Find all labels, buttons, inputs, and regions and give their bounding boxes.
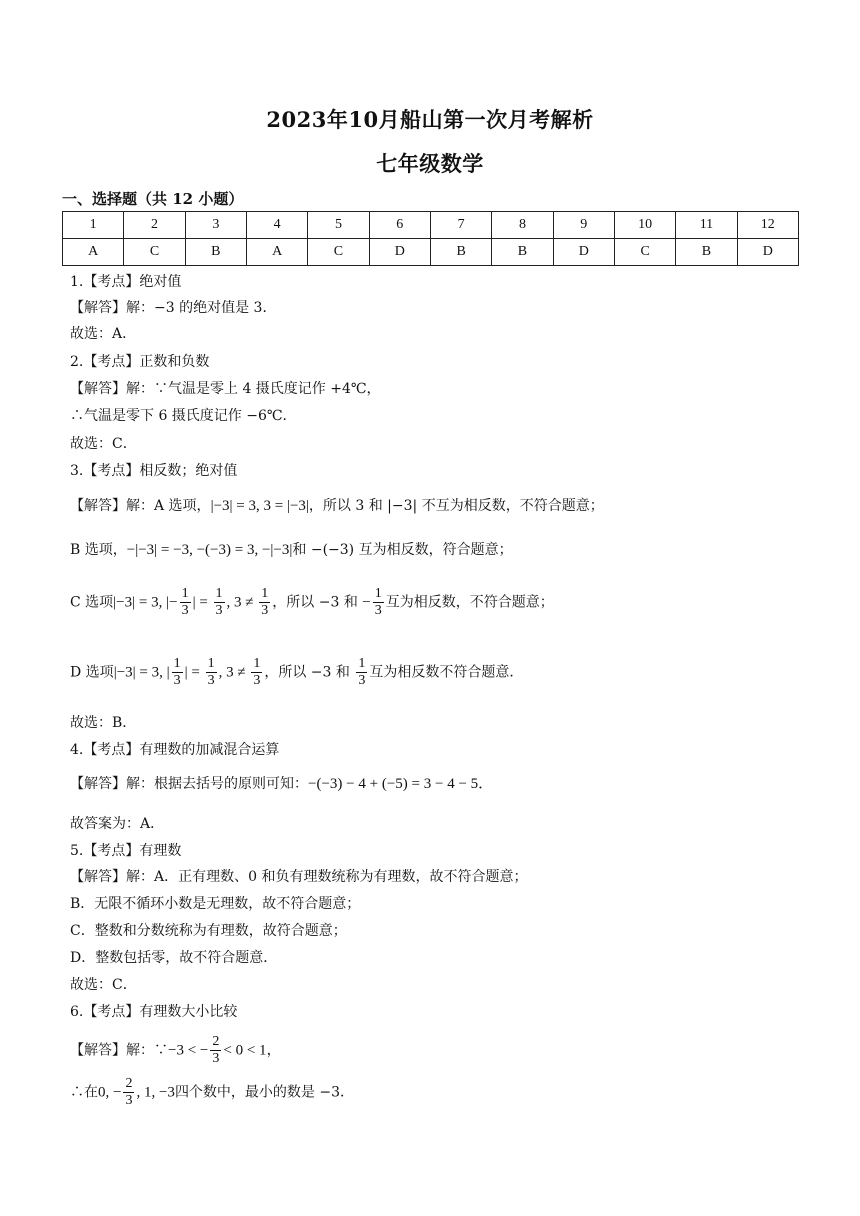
fraction-one-third: $\frac{1}{3}$	[173, 656, 181, 688]
answer-table-question-number: 9	[553, 212, 614, 239]
q6-solution: 【解答】解：∵−3 < − $\frac{2}{3}$ < 0 < 1，	[70, 1034, 281, 1066]
answer-table-answer-cell: C	[124, 239, 185, 266]
answer-table-answer-cell: D	[553, 239, 614, 266]
q3-a-math: |−3| = 3, 3 = |−3|	[210, 498, 309, 514]
q2-solution-line2: ∴气温是零下 6 摄氏度记作 −6℃．	[70, 408, 297, 424]
q6-solution-text: 【解答】解：∵	[70, 1042, 168, 1059]
answer-table-question-number: 2	[124, 212, 185, 239]
answer-table	[62, 211, 799, 266]
q1-answer: 故选：A．	[70, 326, 137, 342]
q3-b-conclusion: 和 −(−3) 互为相反数，符合题意；	[292, 542, 513, 558]
q3-option-d: D 选项|−3| = 3, | $\frac{1}{3}$ | = $\frac{1}{3}$ , 3 ≠ $\frac{1}{3}$ ，所以 −3 和 $\frac{1}{3}$ 互为相反数不符合题意．	[70, 656, 524, 688]
q3-a-conclusion: ，所以 3 和 |−3| 不互为相反数，不符合题意；	[308, 498, 604, 514]
answer-table-answer-cell: B	[492, 239, 553, 266]
q4-solution	[70, 774, 493, 794]
answer-table-question-number: 7	[430, 212, 491, 239]
fraction-one-third: $\frac{1}{3}$	[261, 586, 269, 618]
q6-keypoint: 6.【考点】有理数大小比较	[70, 1004, 238, 1020]
answer-table-question-number: 12	[737, 212, 798, 239]
answer-table-answer-cell: B	[676, 239, 737, 266]
page-title: 2023年10月船山第一次月考解析	[266, 107, 594, 132]
q3-a-label: 【解答】解：A 选项，	[70, 498, 211, 514]
q4-math: −(−3) − 4 + (−5) = 3 − 4 − 5．	[308, 776, 494, 792]
q3-option-b	[70, 540, 513, 560]
q3-d-conclusion: ，所以 −3 和	[264, 664, 355, 681]
q2-solution: 【解答】解：∵气温是零上 4 摄氏度记作 +4℃，	[70, 381, 381, 397]
answer-table-answer-cell: B	[430, 239, 491, 266]
answer-table-question-number: 8	[492, 212, 553, 239]
answer-table-answer-cell: A	[63, 239, 124, 266]
answer-table-answer-cell: B	[185, 239, 246, 266]
fraction-two-thirds: $\frac{2}{3}$	[125, 1076, 133, 1108]
q6-conclusion-lead: ∴在	[70, 1084, 98, 1101]
q3-keypoint: 3.【考点】相反数；绝对值	[70, 463, 238, 479]
section-heading: 一、选择题（共 12 小题）	[62, 190, 244, 208]
q3-answer: 故选：B．	[70, 715, 137, 731]
q2-answer: 故选：C．	[70, 436, 137, 452]
q4-solution-text: 【解答】解：根据去括号的原则可知：	[70, 776, 308, 792]
q4-answer: 故答案为：A．	[70, 816, 165, 832]
q3-c-math: |−3| = 3,	[113, 594, 167, 611]
answer-table-answer-cell: C	[614, 239, 675, 266]
answer-table-answer-cell: D	[369, 239, 430, 266]
q3-c-conclusion: ，所以 −3 和	[272, 594, 363, 611]
fraction-one-third: $\frac{1}{3}$	[207, 656, 215, 688]
answer-table-question-number: 1	[63, 212, 124, 239]
answer-table-answer-cell: C	[308, 239, 369, 266]
q3-b-math: −|−3| = −3, −(−3) = 3, −|−3|	[126, 542, 293, 558]
q3-option-a	[70, 496, 604, 516]
q1-keypoint: 1.【考点】绝对值	[70, 274, 182, 290]
fraction-one-third: $\frac{1}{3}$	[215, 586, 223, 618]
fraction-one-third: $\frac{1}{3}$	[253, 656, 261, 688]
q6-conclusion: ∴在0, − $\frac{2}{3}$ , 1, −3四个数中，最小的数是 −3．	[70, 1076, 355, 1108]
fraction-one-third: $\frac{1}{3}$	[374, 586, 382, 618]
fraction-one-third: $\frac{1}{3}$	[181, 586, 189, 618]
q5-option-b: B．无限不循环小数是无理数，故不符合题意；	[70, 896, 361, 912]
answer-table-number-row	[63, 212, 799, 239]
q3-c-conclusion-end: 互为相反数，不符合题意；	[385, 594, 554, 611]
q3-d-label: D 选项	[70, 664, 114, 681]
q2-keypoint: 2.【考点】正数和负数	[70, 354, 210, 370]
answer-table-question-number: 6	[369, 212, 430, 239]
q5-option-d: D．整数包括零，故不符合题意．	[70, 950, 278, 966]
q3-c-label: C 选项	[70, 594, 114, 611]
q6-conclusion-text: 四个数中，最小的数是 −3．	[174, 1084, 355, 1101]
q5-solution-a: 【解答】解：A．正有理数、0 和负有理数统称为有理数，故不符合题意；	[70, 869, 528, 885]
q3-option-c: C 选项|−3| = 3, |− $\frac{1}{3}$ | = $\frac{1}{3}$ , 3 ≠ $\frac{1}{3}$ ，所以 −3 和 − $\frac{1}{3}$ 互为相反数，不符合题意；	[70, 586, 554, 618]
q1-solution: 【解答】解：−3 的绝对值是 3．	[70, 300, 277, 316]
answer-table-answer-cell: A	[246, 239, 307, 266]
q5-keypoint: 5.【考点】有理数	[70, 843, 182, 859]
q5-answer: 故选：C．	[70, 977, 137, 993]
q3-d-conclusion-end: 互为相反数不符合题意．	[369, 664, 524, 681]
answer-table-question-number: 10	[614, 212, 675, 239]
page-subtitle: 七年级数学	[376, 151, 484, 176]
q3-b-label: B 选项，	[70, 542, 127, 558]
fraction-two-thirds: $\frac{2}{3}$	[212, 1034, 220, 1066]
answer-table-answer-row	[63, 239, 799, 266]
q4-keypoint: 4.【考点】有理数的加减混合运算	[70, 742, 280, 758]
answer-table-answer-cell: D	[737, 239, 798, 266]
q3-d-math: |−3| = 3,	[113, 664, 167, 681]
answer-table-question-number: 5	[308, 212, 369, 239]
answer-table-question-number: 11	[676, 212, 737, 239]
q5-option-c: C．整数和分数统称为有理数，故符合题意；	[70, 923, 347, 939]
answer-table-question-number: 4	[246, 212, 307, 239]
answer-table-question-number: 3	[185, 212, 246, 239]
fraction-one-third: $\frac{1}{3}$	[358, 656, 366, 688]
